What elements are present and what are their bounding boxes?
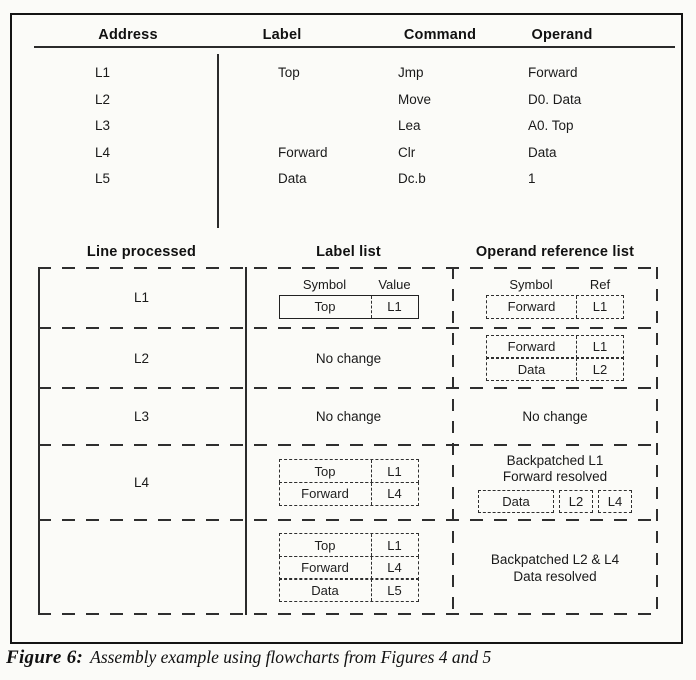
program-row [12,118,680,138]
mini-table-ref-cell: L4 [598,490,632,513]
trace-table [38,267,658,615]
mini-table-value-cell: L4 [371,557,418,579]
program-row [12,65,680,85]
trace-operand-list-cell [452,520,658,615]
mini-table-row [279,578,419,602]
trace-line-processed-cell [38,328,245,388]
trace-line-label: L4 [133,475,150,490]
trace-line-label: L1 [133,290,150,305]
no-change-text: No change [522,409,588,424]
program-cell-operand: D0. Data [528,91,582,107]
no-change-text: No change [315,409,382,424]
mini-table-symbol-cell: Top [314,463,336,479]
mini-table [279,277,419,319]
mini-table-symbol-cell: Data [478,490,554,513]
mini-table-row [279,459,419,483]
mini-table-symbol-cell: Forward [507,339,556,355]
program-cell-address: L4 [95,144,111,160]
mini-table-symbol-cell: Data [517,361,546,377]
symbol-column-header: Symbol [302,276,347,292]
backpatch-note-line: Data resolved [513,568,597,584]
trace-label-list-cell [245,445,452,520]
trace-line-label: L2 [133,350,150,366]
ref-column-header: Ref [589,276,611,292]
mini-table [279,533,419,602]
mini-table-column-headers [486,277,624,292]
mini-table-row [279,556,419,580]
mini-table [478,490,632,513]
mini-table-row [279,533,419,557]
program-cell-operand: Forward [528,65,578,80]
mini-table [486,277,624,319]
program-row [12,171,680,191]
trace-operand-list-cell [452,388,658,445]
backpatch-note-line: Forward resolved [502,469,608,484]
program-cell-operand: 1 [528,171,536,187]
program-cell-label: Forward [278,144,328,160]
backpatch-note-line: Backpatched L1 [506,452,604,468]
backpatch-note-line: Backpatched L2 & L4 [490,551,620,567]
program-cell-command: Jmp [398,65,424,80]
program-cell-label: Data [278,171,307,187]
trace-label-list-cell [245,328,452,388]
mini-table [279,459,419,506]
mini-table-value-cell: L1 [371,460,418,482]
mini-table-symbol-cell: Top [314,299,336,314]
program-header-label: Label [262,27,302,43]
mini-table-value-cell: L1 [371,296,418,318]
mini-table-multiref-row [478,490,632,513]
program-header-rule [34,46,675,48]
trace-line-processed-cell [38,520,245,615]
trace-label-list-cell [245,388,452,445]
program-header-command: Command [403,27,477,43]
mini-table-value-cell: L1 [576,296,623,318]
mini-table-symbol-cell: Forward [301,486,349,502]
figure-caption-text: Assembly example using flowcharts from Figures 4 and 5 [90,647,492,667]
program-cell-operand: A0. Top [528,118,574,134]
trace-line-processed-cell [38,388,245,445]
mini-table-symbol-cell: Forward [301,560,349,575]
mini-table-symbol-cell: Forward [507,299,556,314]
program-cell-address: L1 [95,65,111,80]
mini-table-row [486,295,624,319]
mini-table-value-cell: L4 [371,483,418,505]
trace-operand-list-cell [452,328,658,388]
figure-caption-label: Figure 6: [6,647,84,668]
program-cell-address: L2 [95,91,111,107]
trace-header-operand-reference-list: Operand reference list [475,244,635,260]
mini-table-row [279,295,419,319]
program-row [12,145,680,165]
mini-table-symbol-cell: Top [314,537,336,553]
trace-operand-list-cell [452,267,658,328]
trace-line-processed-cell [38,267,245,328]
mini-table [486,335,624,382]
mini-table-symbol-cell: Data [311,582,339,598]
trace-header-label-list: Label list [316,244,381,260]
mini-table-value-cell: L1 [371,534,418,556]
mini-table-value-cell: L5 [371,579,418,601]
mini-table-row [279,482,419,506]
trace-operand-list-cell [452,445,658,520]
trace-line-label: L3 [133,409,150,424]
program-cell-address: L3 [95,118,111,134]
mini-table-column-headers [279,277,419,292]
trace-header-line-processed: Line processed [86,244,197,260]
mini-table-row [486,357,624,381]
figure-caption [6,647,491,669]
mini-table-value-cell: L1 [576,336,623,358]
program-header-address: Address [98,27,158,43]
mini-table-ref-cell: L2 [559,490,593,513]
no-change-text: No change [315,350,382,366]
program-cell-command: Dc.b [398,171,426,187]
program-cell-address: L5 [95,171,111,187]
value-column-header: Value [378,276,411,292]
trace-label-list-cell [245,520,452,615]
mini-table-value-cell: L2 [576,358,623,380]
program-cell-operand: Data [528,144,557,160]
program-row [12,92,680,112]
program-cell-command: Lea [398,118,421,134]
program-cell-label: Top [278,65,300,80]
program-cell-command: Move [398,91,432,107]
symbol-column-header: Symbol [509,276,553,292]
program-header-operand: Operand [531,27,593,43]
program-cell-command: Clr [398,144,416,160]
trace-label-list-cell [245,267,452,328]
mini-table-row [486,335,624,359]
trace-line-processed-cell [38,445,245,520]
